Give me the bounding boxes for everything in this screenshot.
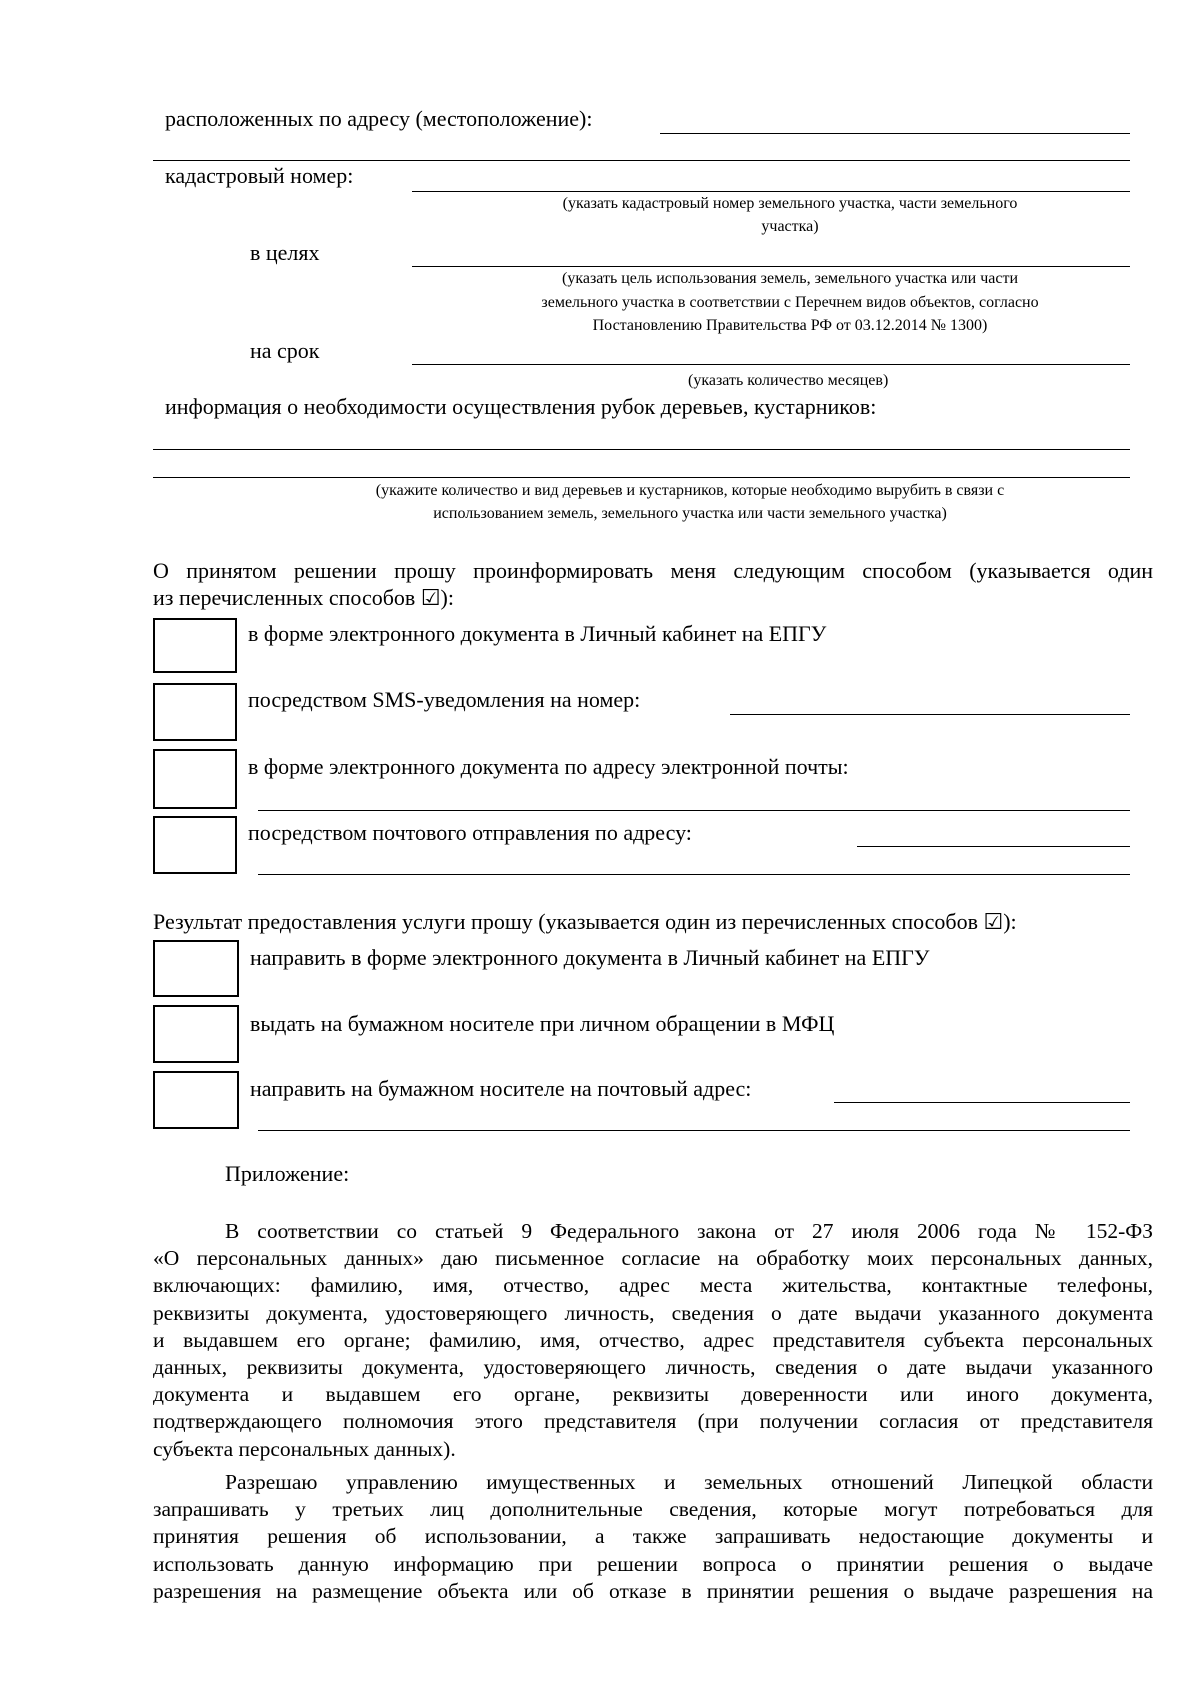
inform-option-post-checkbox[interactable]	[153, 816, 237, 874]
result-intro: Результат предоставления услуги прошу (указывается один из перечисленных способов ☑):	[153, 909, 1017, 934]
consent-paragraph	[153, 1218, 1153, 1463]
inform-option-email-label: в форме электронного документа по адресу электронной почты:	[248, 754, 849, 779]
result-option-mfc-checkbox[interactable]	[153, 1005, 239, 1063]
inform-option-epgu-checkbox[interactable]	[153, 618, 237, 673]
cadastral-label: кадастровый номер:	[165, 163, 354, 188]
email-input-line[interactable]	[258, 810, 1130, 811]
purpose-hint-3: Постановлению Правительства РФ от 03.12.2014 № 1300)	[592, 317, 988, 334]
purpose-hint-2: земельного участка в соответствии с Перечнем видов объектов, согласно	[541, 294, 1039, 311]
post-address-input-line-1[interactable]	[857, 846, 1130, 847]
inform-intro-line-2: из перечисленных способов ☑):	[153, 585, 454, 611]
consent-line: В соответствии со статьей 9 Федерального закона от 27 июля 2006 года № 152-ФЗ	[225, 1219, 1153, 1243]
felling-input-line-2[interactable]	[153, 477, 1130, 478]
inform-option-sms-checkbox[interactable]	[153, 683, 237, 741]
result-option-epgu-label: направить в форме электронного документа в Личный кабинет на ЕПГУ	[250, 945, 930, 970]
felling-hint-1: (укажите количество и вид деревьев и кустарников, которые необходимо вырубить в связи с	[375, 482, 1005, 499]
location-input-line[interactable]	[660, 133, 1130, 134]
permission-line: запрашивать у третьих лиц дополнительные сведения, которые могут потребоваться для	[153, 1497, 1153, 1522]
inform-option-post-label: посредством почтового отправления по адресу:	[248, 820, 692, 845]
permission-line: разрешения на размещение объекта или об отказе в принятии решения о выдаче разрешения на	[153, 1578, 1153, 1603]
inform-option-epgu-label: в форме электронного документа в Личный кабинет на ЕПГУ	[248, 621, 827, 646]
cadastral-hint-1: (указать кадастровый номер земельного участка, части земельного	[562, 195, 1018, 212]
term-label: на срок	[250, 338, 320, 363]
permission-line: принятия решения об использовании, а также запрашивать недостающие документы и	[153, 1524, 1153, 1549]
purpose-input-line[interactable]	[412, 266, 1130, 267]
location-label: расположенных по адресу (местоположение):	[165, 106, 593, 131]
post-address-input-line-2[interactable]	[258, 874, 1130, 875]
consent-line: включающих: фамилию, имя, отчество, адрес места жительства, контактные телефоны,	[153, 1273, 1153, 1298]
sms-number-input-line[interactable]	[730, 714, 1130, 715]
permission-paragraph	[153, 1469, 1153, 1605]
term-hint: (указать количество месяцев)	[688, 372, 889, 389]
consent-line: реквизиты документа, удостоверяющего личность, сведения о дате выдачи указанного документа	[153, 1300, 1153, 1325]
inform-intro-line-1: О принятом решении прошу проинформировать меня следующим способом (указывается один	[153, 558, 1153, 583]
result-option-mfc-label: выдать на бумажном носителе при личном обращении в МФЦ	[250, 1011, 835, 1036]
inform-option-email-checkbox[interactable]	[153, 749, 237, 809]
result-option-mail-checkbox[interactable]	[153, 1071, 239, 1129]
consent-line: данных, реквизиты документа, удостоверяющего личность, сведения о дате выдачи указанного	[153, 1355, 1153, 1380]
attachment-label: Приложение:	[225, 1161, 350, 1186]
consent-line: подтверждающего полномочия этого представителя (при получении согласия от представителя	[153, 1409, 1153, 1434]
felling-input-line-1[interactable]	[153, 449, 1130, 450]
result-option-epgu-checkbox[interactable]	[153, 940, 239, 997]
cadastral-hint-2: участка)	[761, 218, 819, 235]
purpose-label: в целях	[250, 240, 320, 265]
consent-line: документа и выдавшем его органе, реквизиты доверенности или иного документа,	[153, 1382, 1153, 1407]
permission-line: Разрешаю управлению имущественных и земельных отношений Липецкой области	[225, 1470, 1153, 1494]
felling-hint-2: использованием земель, земельного участка или части земельного участка)	[433, 505, 947, 522]
mail-address-input-line-2[interactable]	[258, 1130, 1130, 1131]
result-option-mail-label: направить на бумажном носителе на почтовый адрес:	[250, 1076, 752, 1101]
term-input-line[interactable]	[412, 364, 1130, 365]
permission-line: использовать данную информацию при решении вопроса о принятии решения о выдаче	[153, 1551, 1153, 1576]
inform-option-sms-label: посредством SMS-уведомления на номер:	[248, 687, 641, 712]
inform-intro	[153, 557, 1153, 611]
mail-address-input-line-1[interactable]	[834, 1102, 1130, 1103]
purpose-hint-1: (указать цель использования земель, земельного участка или части	[561, 270, 1019, 287]
cadastral-input-line[interactable]	[412, 191, 1130, 192]
felling-label: информация о необходимости осуществления рубок деревьев, кустарников:	[165, 394, 877, 419]
consent-line: «О персональных данных» даю письменное согласие на обработку моих персональных данных,	[153, 1246, 1153, 1271]
consent-line: субъекта персональных данных).	[153, 1436, 456, 1461]
consent-line: и выдавшем его органе; фамилию, имя, отчество, адрес представителя субъекта персональных	[153, 1327, 1153, 1352]
location-input-line-2[interactable]	[153, 160, 1130, 161]
